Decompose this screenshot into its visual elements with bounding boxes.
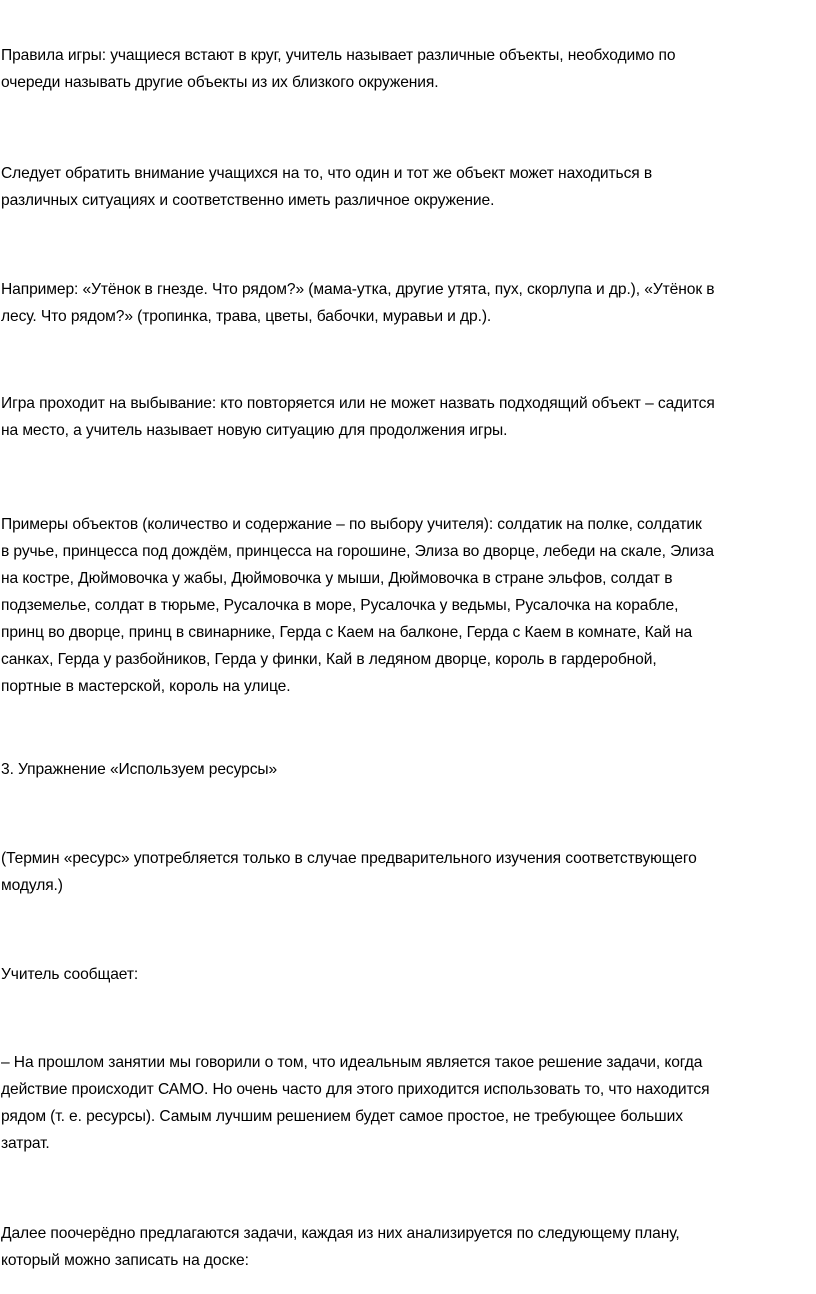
paragraph-teacher-speech: – На прошлом занятии мы говорили о том, что идеальным является такое решение задачи, когда действие происходит САМО. Но очень часто для этого приходится использовать то, что находится рядом (т. е. ресурсы). Самым лучшим решением будет самое простое, не требующее больших затрат. <box>1 1054 710 1152</box>
paragraph-attention-note: Следует обратить внимание учащихся на то, что один и тот же объект может находиться в различных ситуациях и соответственно иметь различное окружение. <box>1 165 653 209</box>
paragraph-object-examples: Примеры объектов (количество и содержание – по выбору учителя): солдатик на полке, солдатик в ручье, принцесса под дождём, принцесса на горошине, Элиза во дворце, лебеди на скале, Элиза на костре, Дюймовочка у жабы, Дюймовочка у мыши, Дюймовочка в стране эльфов, солдат в подземелье, солдат в тюрьме, Русалочка в море, Русалочка у ведьмы, Русалочка на корабле, принц во дворце, принц в свинарнике, Герда с Каем на балконе, Герда с Каем в комнате, Кай на санках, Герда у разбойников, Герда у финки, Кай в ледяном дворце, король в гардеробной, портные в мастерской, король на улице. <box>1 516 714 695</box>
paragraph-task-plan: Далее поочерёдно предлагаются задачи, каждая из них анализируется по следующему плану, который можно записать на доске: <box>1 1225 680 1269</box>
paragraph-teacher-says: Учитель сообщает: <box>1 966 139 983</box>
paragraph-example: Например: «Утёнок в гнезде. Что рядом?» (мама-утка, другие утята, пух, скорлупа и др.), «Утёнок в лесу. Что рядом?» (тропинка, трава, цветы, бабочки, муравьи и др.). <box>1 281 715 325</box>
paragraph-term-note: (Термин «ресурс» употребляется только в случае предварительного изучения соответствующего модуля.) <box>1 850 697 894</box>
paragraph-game-rules: Правила игры: учащиеся встают в круг, учитель называет различные объекты, необходимо по очереди называть другие объекты из их близкого окружения. <box>1 47 676 91</box>
paragraph-elimination-rule: Игра проходит на выбывание: кто повторяется или не может назвать подходящий объект – садится на место, а учитель называет новую ситуацию для продолжения игры. <box>1 395 715 439</box>
paragraph-exercise-heading: 3. Упражнение «Используем ресурсы» <box>1 761 278 778</box>
